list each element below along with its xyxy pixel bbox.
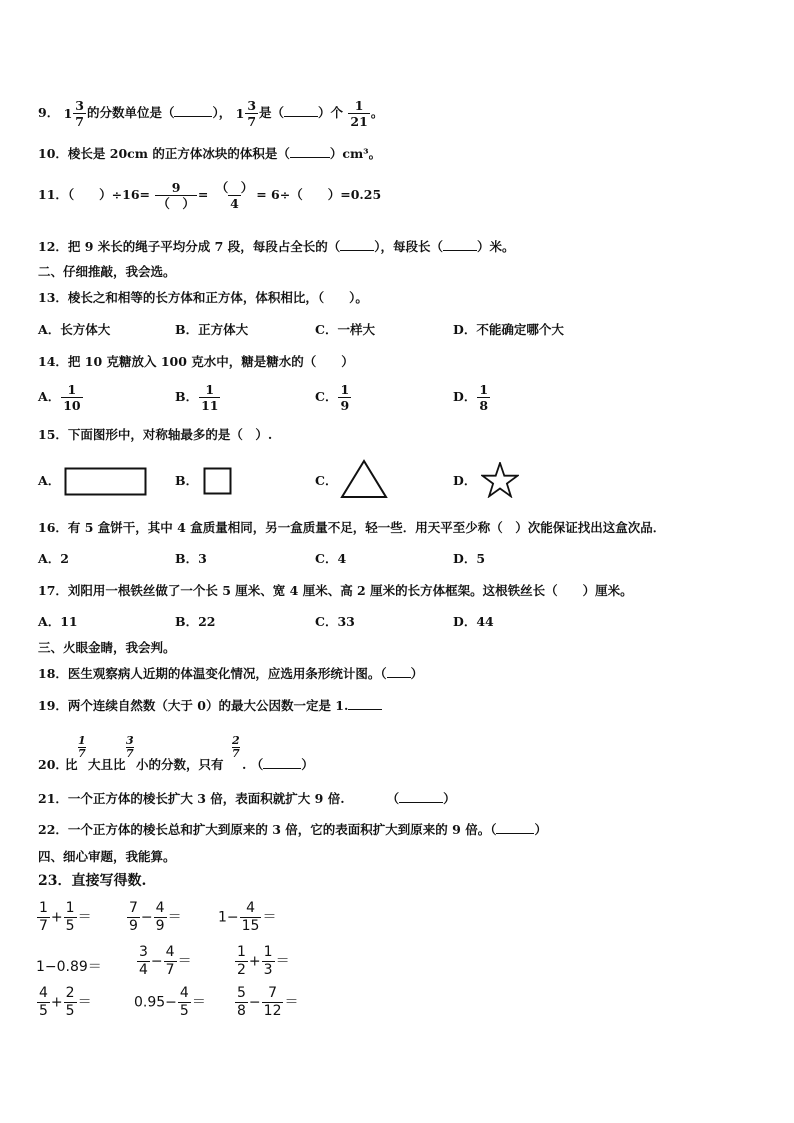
answer-blank[interactable] — [387, 666, 411, 678]
section-heading-4: 四、细心审题，我能算。 — [38, 849, 176, 864]
calc-item[interactable]: $\frac{4}{5}$ + $\frac{2}{5}$ ＝ — [39, 985, 92, 1019]
option-a[interactable]: A． $\frac{1}{10}$ — [38, 382, 81, 413]
question-17: 17．刘阳用一根铁丝做了一个长 5 厘米、宽 4 厘米、高 2 厘米的长方体框架。这根铁丝长（ ）厘米。 — [38, 583, 633, 598]
answer-blank[interactable] — [290, 146, 330, 158]
mixed-number: 1 $\frac{3}{7}$ — [63, 98, 84, 129]
square-icon — [203, 467, 232, 495]
question-23: 23．直接写得数. — [38, 873, 147, 889]
option-a[interactable]: A．11 — [38, 614, 78, 629]
calc-item[interactable]: $\frac{3}{4}$ − $\frac{4}{7}$ ＝ — [139, 944, 192, 978]
calc-item[interactable]: 0.95− $\frac{4}{5}$ ＝ — [134, 985, 206, 1019]
option-d[interactable]: D．5 — [453, 551, 486, 566]
fraction: $\frac{9}{( )}$ — [157, 180, 195, 211]
question-11: 11．（ ）÷16= $\frac{9}{( )}$ = $\frac{( )}{4}$ = 6÷（ ）=0.25 — [38, 180, 382, 211]
rectangle-icon — [64, 467, 148, 497]
calc-item[interactable]: $\frac{1}{7}$ + $\frac{1}{5}$ ＝ — [39, 900, 92, 934]
question-15: 15．下面图形中，对称轴最多的是（ ）. — [38, 427, 273, 442]
option-c[interactable]: C．33 — [315, 614, 355, 629]
question-10: 10．棱长是 20cm 的正方体冰块的体积是（ ）cm³。 — [38, 146, 382, 161]
answer-blank[interactable] — [496, 822, 534, 834]
answer-blank[interactable] — [340, 239, 374, 251]
question-number: 9． — [38, 105, 60, 120]
option-c[interactable]: C． $\frac{1}{9}$ — [315, 382, 350, 413]
option-a[interactable]: A．长方体大 — [38, 322, 111, 337]
question-19: 19．两个连续自然数（大于 0）的最大公因数一定是 1. — [38, 698, 382, 714]
mixed-number: 1 $\frac{3}{7}$ — [235, 98, 257, 129]
calc-item[interactable]: $\frac{7}{9}$ − $\frac{4}{9}$ ＝ — [129, 900, 182, 934]
section-heading-3: 三、火眼金睛，我会判。 — [38, 640, 176, 655]
option-b[interactable]: B． — [175, 473, 199, 488]
option-b[interactable]: B．正方体大 — [175, 322, 249, 337]
answer-blank[interactable] — [348, 698, 382, 710]
question-16: 16．有 5 盒饼干，其中 4 盒质量相同，另一盒质量不足，轻一些．用天平至少称（ ）次能保证找出这盒次品． — [38, 520, 666, 535]
triangle-icon — [340, 459, 388, 499]
star-icon — [481, 462, 519, 498]
fraction: $\frac{1}{21}$ — [350, 98, 368, 129]
option-d[interactable]: D． — [453, 473, 477, 488]
fraction: $\frac{( )}{4}$ — [215, 180, 254, 211]
answer-blank[interactable] — [284, 105, 318, 117]
question-13: 13．棱长之和相等的长方体和正方体，体积相比，（ ）。 — [38, 290, 368, 305]
option-d[interactable]: D． $\frac{1}{8}$ — [453, 382, 489, 413]
option-d[interactable]: D．不能确定哪个大 — [453, 322, 564, 337]
option-a[interactable]: A．2 — [38, 551, 69, 566]
calc-item[interactable]: 1−0.89＝ — [36, 959, 102, 975]
question-12: 12．把 9 米长的绳子平均分成 7 段，每段占全长的（ ），每段长（ ）米。 — [38, 239, 515, 254]
fraction: 1 7 — [78, 734, 86, 760]
question-21: 21．一个正方体的棱长扩大 3 倍，表面积就扩大 9 倍. （ ） — [38, 791, 456, 806]
answer-blank[interactable] — [443, 239, 477, 251]
answer-blank[interactable] — [174, 105, 212, 117]
calc-item[interactable]: $\frac{1}{2}$ + $\frac{1}{3}$ ＝ — [237, 944, 290, 978]
option-b[interactable]: B．22 — [175, 614, 216, 629]
answer-blank[interactable] — [399, 791, 443, 803]
option-c[interactable]: C．一样大 — [315, 322, 375, 337]
question-9: 9． 1 $\frac{3}{7}$ 的分数单位是（ ）， 1 $\frac{3}{7}$ 是（ ）个 $\frac{1}{21}$ 。 — [38, 98, 384, 129]
fraction: 3 7 — [126, 734, 134, 760]
question-18: 18．医生观察病人近期的体温变化情况，应选用条形统计图。（ ） — [38, 666, 424, 681]
option-a[interactable]: A． — [38, 473, 61, 488]
question-22: 22．一个正方体的棱长总和扩大到原来的 3 倍，它的表面积扩大到原来的 9 倍。（ ） — [38, 822, 547, 837]
option-b[interactable]: B． $\frac{1}{11}$ — [175, 382, 219, 413]
question-14: 14．把 10 克糖放入 100 克水中，糖是糖水的（ ） — [38, 354, 354, 369]
answer-blank[interactable] — [263, 757, 301, 769]
calc-item[interactable]: $\frac{5}{8}$ − $\frac{7}{12}$ ＝ — [237, 985, 299, 1019]
option-c[interactable]: C．4 — [315, 551, 347, 566]
section-heading-2: 二、仔细推敲，我会选。 — [38, 264, 176, 279]
option-b[interactable]: B．3 — [175, 551, 207, 566]
calc-item[interactable]: 1− $\frac{4}{15}$ ＝ — [218, 900, 277, 934]
option-d[interactable]: D．44 — [453, 614, 494, 629]
option-c[interactable]: C． — [315, 473, 338, 488]
fraction: 2 7 — [232, 734, 240, 760]
